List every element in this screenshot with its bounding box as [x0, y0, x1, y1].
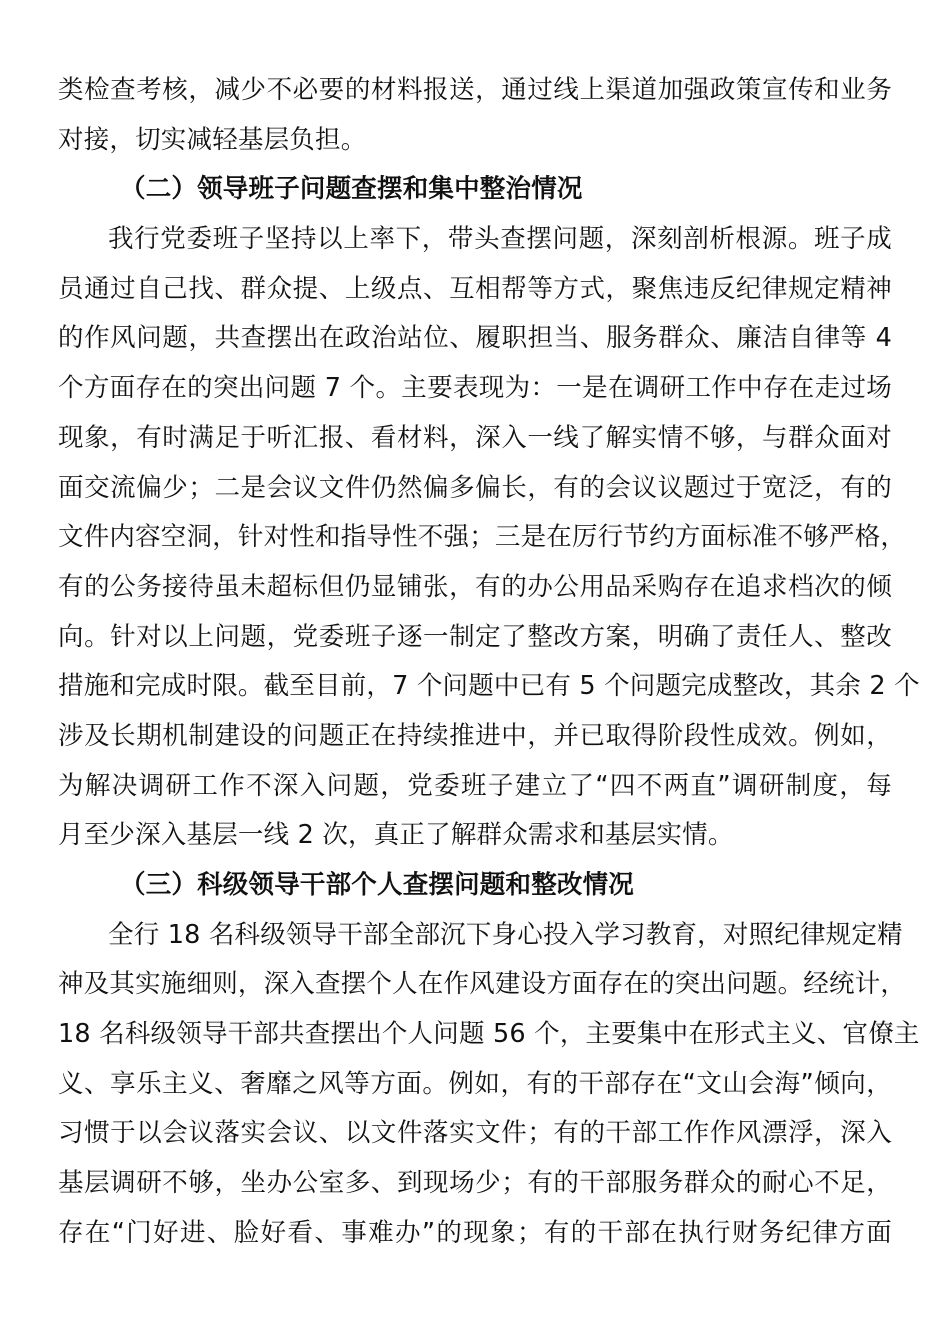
- paragraph-2-line-7: 文件内容空洞，针对性和指导性不强；三是在厉行节约方面标准不够严格，: [58, 522, 907, 553]
- paragraph-3-line-6: 基层调研不够，坐办公室多、到现场少；有的干部服务群众的耐心不足，: [58, 1168, 892, 1199]
- paragraph-2-line-5: 现象，有时满足于听汇报、看材料，深入一线了解实情不够，与群众面对: [58, 422, 892, 453]
- text-line-1: 类检查考核，减少不必要的材料报送，通过线上渠道加强政策宣传和业务: [58, 75, 892, 105]
- paragraph-2-line-9: 向。针对以上问题，党委班子逐一制定了整改方案，明确了责任人、整改: [58, 621, 892, 652]
- paragraph-2-line-2: 员通过自己找、群众提、上级点、互相帮等方式，聚焦违反纪律规定精神: [58, 273, 892, 304]
- document-page: [58, 66, 920, 1259]
- paragraph-2-line-10: 措施和完成时限。截至目前，7 个问题中已有 5 个问题完成整改，其余 2 个: [58, 671, 920, 702]
- paragraph-3-line-7: 存在“门好进、脸好看、事难办”的现象；有的干部在执行财务纪律方面: [58, 1217, 892, 1248]
- section-heading-2: （二）领导班子问题查摆和集中整治情况: [120, 174, 583, 205]
- section-heading-3: （三）科级领导干部个人查摆问题和整改情况: [120, 870, 635, 900]
- paragraph-3-line-4: 义、享乐主义、奢靡之风等方面。例如，有的干部存在“文山会海”倾向，: [58, 1068, 892, 1099]
- paragraph-2-line-12: 为解决调研工作不深入问题，党委班子建立了“四不两直”调研制度，每: [58, 770, 892, 801]
- paragraph-3-line-2: 神及其实施细则，深入查摆个人在作风建设方面存在的突出问题。经统计，: [58, 969, 907, 1000]
- paragraph-2-line-3: 的作风问题，共查摆出在政治站位、履职担当、服务群众、廉洁自律等 4: [58, 323, 892, 354]
- paragraph-2-line-13: 月至少深入基层一线 2 次，真正了解群众需求和基层实情。: [58, 820, 734, 851]
- paragraph-3-line-3: 18 名科级领导干部共查摆出个人问题 56 个，主要集中在形式主义、官僚主: [58, 1019, 920, 1050]
- paragraph-3-line-1: 全行 18 名科级领导干部全部沉下身心投入学习教育，对照纪律规定精: [108, 919, 903, 950]
- paragraph-2-line-11: 涉及长期机制建设的问题正在持续推进中，并已取得阶段性成效。例如，: [58, 720, 892, 751]
- paragraph-2-line-6: 面交流偏少；二是会议文件仍然偏多偏长，有的会议议题过于宽泛，有的: [58, 472, 892, 503]
- text-line-2: 对接，切实减轻基层负担。: [58, 124, 367, 155]
- paragraph-2-line-4: 个方面存在的突出问题 7 个。主要表现为：一是在调研工作中存在走过场: [58, 373, 892, 404]
- paragraph-2-line-1: 我行党委班子坚持以上率下，带头查摆问题，深刻剖析根源。班子成: [108, 224, 892, 255]
- paragraph-2-line-8: 有的公务接待虽未超标但仍显铺张，有的办公用品采购存在追求档次的倾: [58, 571, 892, 602]
- paragraph-3-line-5: 习惯于以会议落实会议、以文件落实文件；有的干部工作作风漂浮，深入: [58, 1118, 892, 1149]
